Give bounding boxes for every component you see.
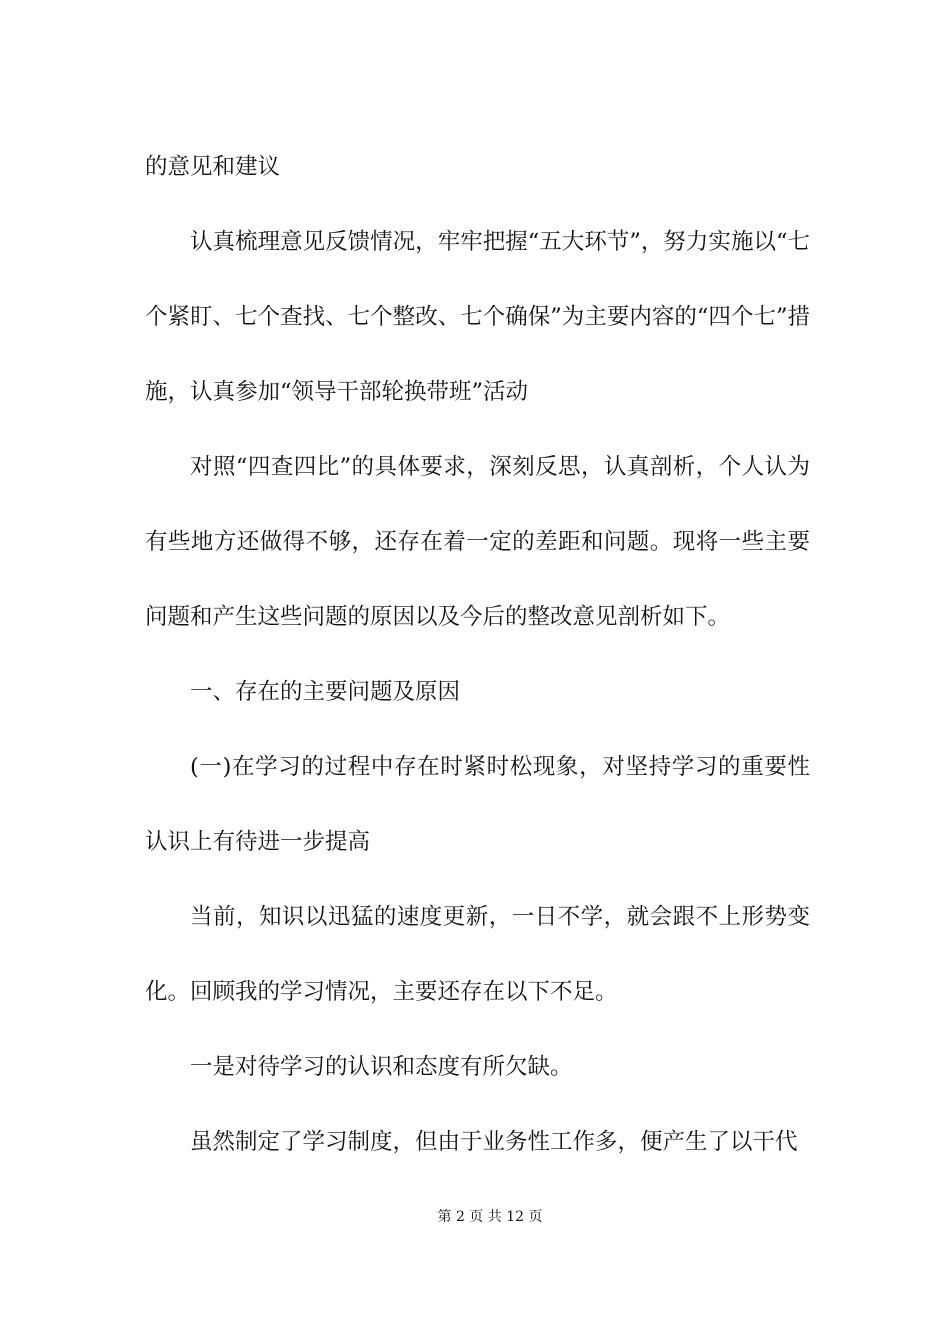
paragraph-1: 的意见和建议 <box>145 154 281 180</box>
paragraph-8: 虽然制定了学习制度，但由于业务性工作多，便产生了以干代 <box>190 1129 798 1155</box>
page-number-footer: 第 2 页 共 12 页 <box>437 1209 543 1225</box>
paragraph-3: 对照“四查四比”的具体要求，深刻反思，认真剖析，个人认为有些地方还做得不够，还存在着一定的差距和问题。现将一些主要问题和产生这些问题的原因以及今后的整改意见剖析如下。 <box>145 454 810 630</box>
paragraph-6: 当前，知识以迅猛的速度更新，一日不学，就会跟不上形势变化。回顾我的学习情况，主要还存在以下不足。 <box>145 904 810 1005</box>
subsection-heading: (一)在学习的过程中存在时紧时松现象，对坚持学习的重要性认识上有待进一步提高 <box>145 754 810 855</box>
document-body <box>145 130 810 1180</box>
section-heading: 一、存在的主要问题及原因 <box>190 679 461 705</box>
paragraph-7: 一是对待学习的认识和态度有所欠缺。 <box>190 1054 573 1080</box>
paragraph-2: 认真梳理意见反馈情况，牢牢把握“五大环节”，努力实施以“七个紧盯、七个查找、七个整改、七个确保”为主要内容的“四个七”措施，认真参加“领导干部轮换带班”活动 <box>145 229 810 405</box>
